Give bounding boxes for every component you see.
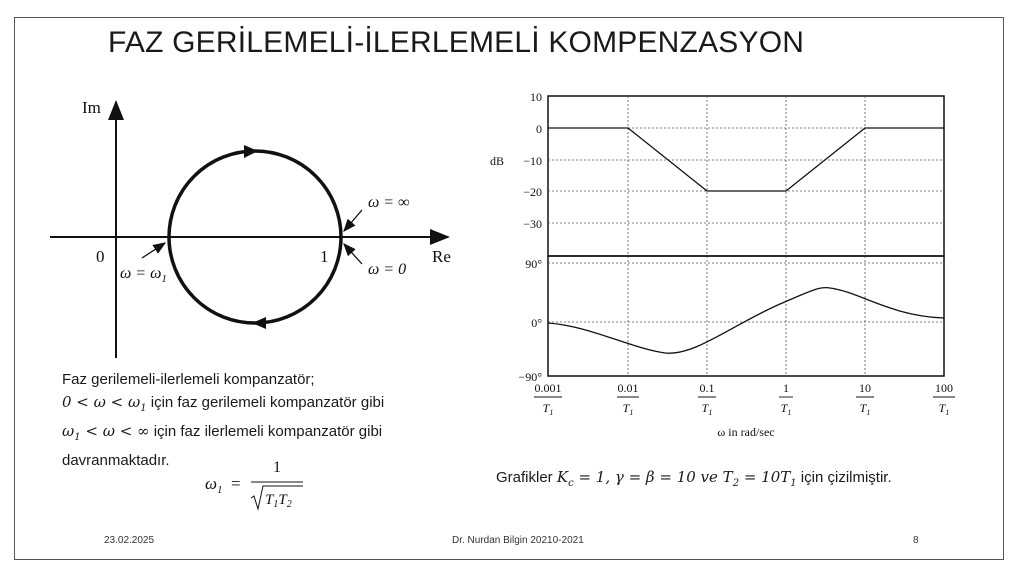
svg-text:T1: $T_1$ bbox=[622, 401, 634, 417]
x-tick-1 bbox=[617, 381, 639, 417]
description-line-2: $0 < \omega < \omega_1$ için faz gerilemeli kompanzatör gibi bbox=[62, 393, 385, 414]
svg-text:T1: $T_1$ bbox=[938, 401, 950, 417]
mag-tick-m30: −30 bbox=[523, 217, 542, 231]
mag-tick-0: 0 bbox=[536, 122, 542, 136]
footer-author: Dr. Nurdan Bilgin 20210-2021 bbox=[452, 535, 584, 546]
svg-text:100: 100 bbox=[935, 381, 953, 395]
w-zero-label: ω = 0 bbox=[368, 261, 407, 278]
x-tick-5 bbox=[933, 381, 955, 417]
svg-text:T1T2: $T_1T_2$ bbox=[265, 492, 292, 510]
svg-text:=: = bbox=[231, 474, 241, 493]
svg-text:ω1: $\omega_1$ bbox=[205, 474, 223, 496]
bode-plot bbox=[480, 86, 980, 456]
pointer-w-zero bbox=[344, 244, 362, 264]
x-tick-4 bbox=[856, 381, 874, 417]
omega-formula bbox=[205, 456, 325, 516]
phase-tick-m90: −90° bbox=[518, 370, 542, 384]
re-label: Re bbox=[432, 247, 451, 266]
x-tick-2 bbox=[698, 381, 716, 417]
x-tick-0 bbox=[534, 381, 562, 417]
im-label: Im bbox=[82, 98, 101, 117]
arrow-top bbox=[244, 145, 258, 158]
origin-label: 0 bbox=[96, 247, 105, 266]
description-line-1: Faz gerilemeli-ilerlemeli kompanzatör; bbox=[62, 371, 315, 388]
nyquist-plot bbox=[40, 88, 460, 363]
svg-text:T1: $T_1$ bbox=[859, 401, 871, 417]
pointer-w-inf bbox=[344, 210, 362, 231]
mag-ylabel: dB bbox=[490, 154, 505, 168]
w-one-label: $\omega = \omega_1$ bbox=[120, 265, 167, 285]
footer-page-number: 8 bbox=[913, 535, 919, 546]
phase-tick-90: 90° bbox=[525, 257, 542, 271]
svg-text:1: 1 bbox=[783, 381, 789, 395]
one-label: 1 bbox=[320, 247, 329, 266]
w-inf-label: ω = ∞ bbox=[368, 194, 410, 211]
phase-tick-0: 0° bbox=[531, 316, 542, 330]
svg-text:T1: $T_1$ bbox=[701, 401, 713, 417]
svg-text:10: 10 bbox=[859, 381, 871, 395]
x-tick-3 bbox=[779, 381, 793, 417]
pointer-w-one bbox=[142, 243, 165, 258]
svg-text:T1: $T_1$ bbox=[780, 401, 792, 417]
svg-text:T1: $T_1$ bbox=[542, 401, 554, 417]
phase-curve bbox=[548, 288, 944, 354]
chart-caption: Grafikler $K_c = 1$, γ = β = 10 ve $T_2 = 10T_1$ için çizilmiştir. bbox=[496, 468, 892, 489]
description-line-4: davranmaktadır. bbox=[62, 452, 170, 469]
footer-date: 23.02.2025 bbox=[104, 535, 155, 546]
svg-text:1: 1 bbox=[273, 459, 281, 476]
arrow-bottom bbox=[252, 317, 266, 329]
mag-tick-m20: −20 bbox=[523, 185, 542, 199]
bode-magnitude-frame bbox=[548, 96, 944, 376]
slide-title: FAZ GERİLEMELİ-İLERLEMELİ KOMPENZASYON bbox=[108, 26, 805, 59]
svg-text:0.1: 0.1 bbox=[699, 381, 715, 395]
bode-xlabel: ω in rad/sec bbox=[717, 425, 775, 439]
mag-tick-10: 10 bbox=[530, 90, 542, 104]
mag-tick-m10: −10 bbox=[523, 154, 542, 168]
svg-text:0.001: 0.001 bbox=[534, 381, 562, 395]
description-line-3: $\omega_1 < \omega$ < ∞ için faz ilerlemeli kompanzatör gibi bbox=[62, 422, 383, 443]
bode-phase-frame bbox=[548, 256, 944, 376]
svg-text:0.01: 0.01 bbox=[617, 381, 639, 395]
magnitude-curve bbox=[548, 128, 944, 191]
